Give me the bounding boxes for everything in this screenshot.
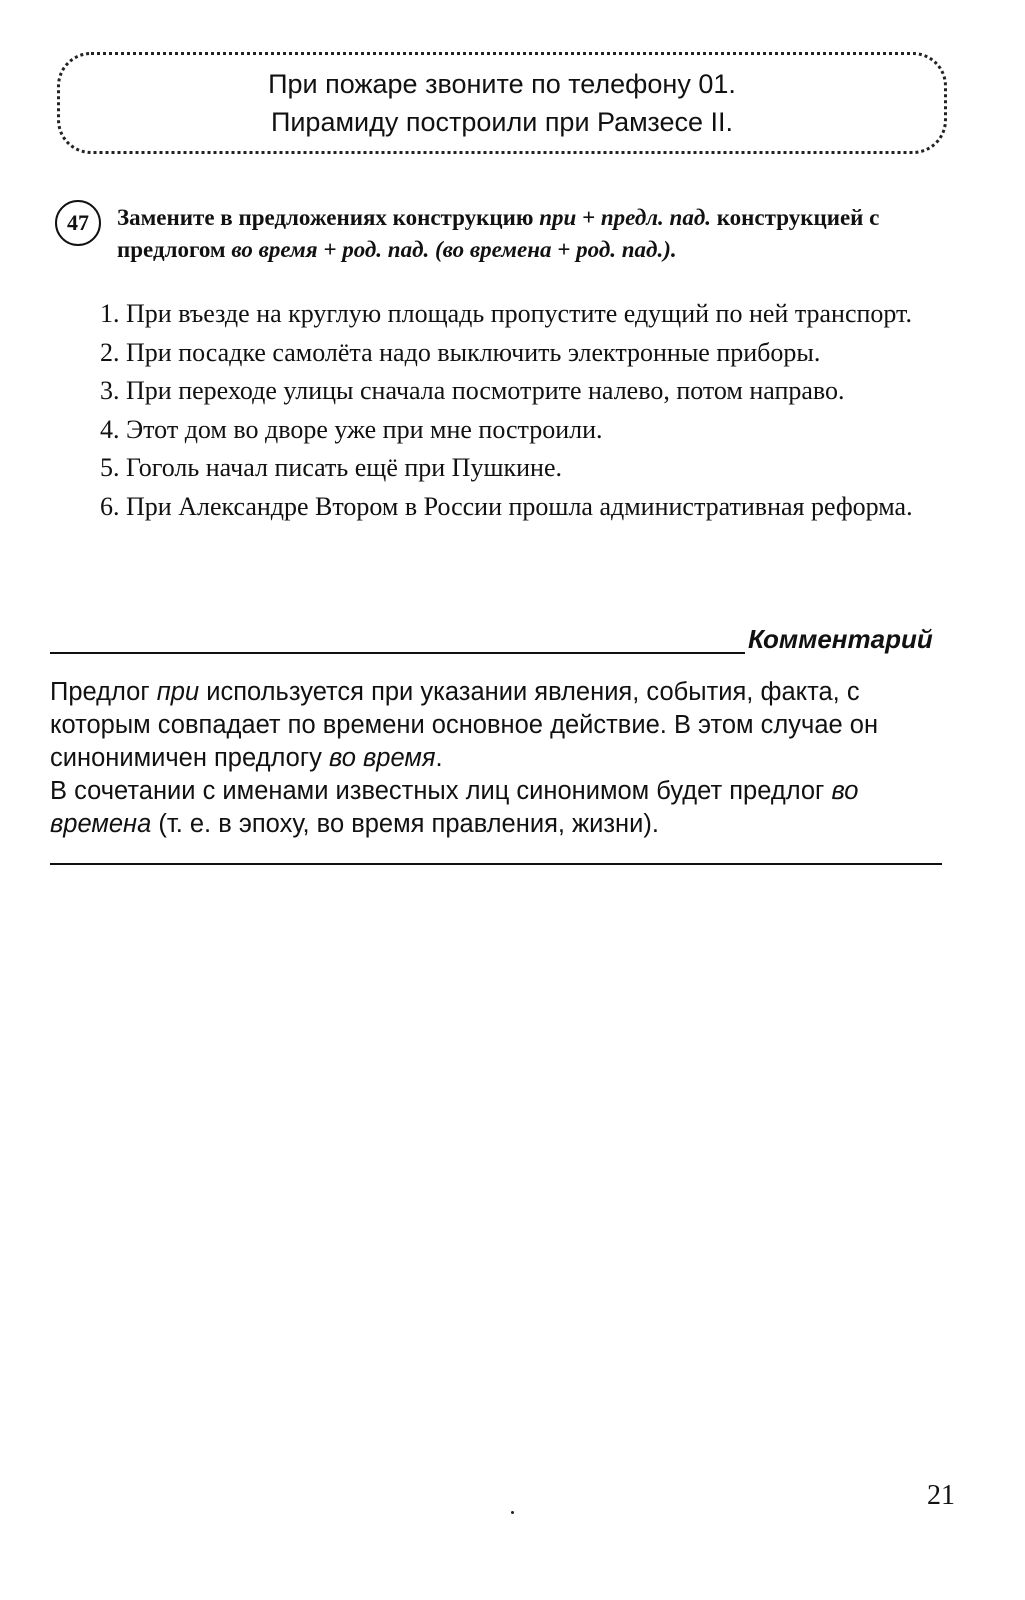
comment-body: [50, 676, 950, 841]
exercise-item: 2. При посадке самолёта надо выключить электронные приборы.: [100, 337, 821, 367]
example-line-1: При пожаре звоните по телефону 01.: [268, 69, 736, 99]
exercise-item: 3. При переходе улицы сначала посмотрите налево, потом направо.: [100, 376, 845, 405]
exercise-list: [50, 295, 950, 526]
comment-text: используется при указании явления, события, факта, с которым совпадает по времени основное действие. В этом случае он синонимичен предлогу: [50, 678, 879, 772]
exercise-item: 4. Этот дом во дворе уже при мне построили.: [100, 414, 603, 444]
comment-text: (т. е. в эпоху, во время правления, жизни).: [151, 810, 659, 838]
comment-paragraph-1: [50, 676, 950, 775]
comment-emphasis: при: [156, 678, 200, 706]
page-number: 21: [927, 1480, 955, 1511]
comment-text: Предлог: [50, 678, 157, 706]
exercise-item: 6. При Александре Втором в России прошла административная реформа.: [100, 491, 913, 521]
task-number-badge: 47: [55, 200, 101, 246]
scan-dot: [511, 1511, 514, 1514]
bottom-divider: [50, 863, 942, 865]
task-instruction: [117, 202, 952, 266]
task-text-part: конструкцией с предлогом: [117, 205, 880, 262]
task-text-emphasis: при + предл. пад.: [539, 205, 711, 230]
comment-divider: [50, 652, 745, 654]
comment-emphasis: во времена: [50, 777, 859, 838]
exercise-item: 5. Гоголь начал писать ещё при Пушкине.: [100, 453, 562, 482]
task-text-part: Замените в предложениях конструкцию: [117, 205, 540, 230]
example-box: [57, 52, 947, 154]
comment-heading: Комментарий: [748, 624, 933, 654]
exercise-item: 1. При въезде на круглую площадь пропустите едущий по ней транспорт.: [100, 299, 912, 328]
comment-emphasis: во время: [328, 744, 436, 772]
comment-text: В сочетании с именами известных лиц синонимом будет предлог: [50, 777, 832, 805]
task-text-emphasis: во время + род. пад. (во времена + род. пад.).: [231, 237, 677, 262]
comment-text: .: [435, 744, 443, 772]
example-line-2: Пирамиду построили при Рамзесе II.: [270, 107, 734, 137]
comment-paragraph-2: [50, 775, 950, 841]
